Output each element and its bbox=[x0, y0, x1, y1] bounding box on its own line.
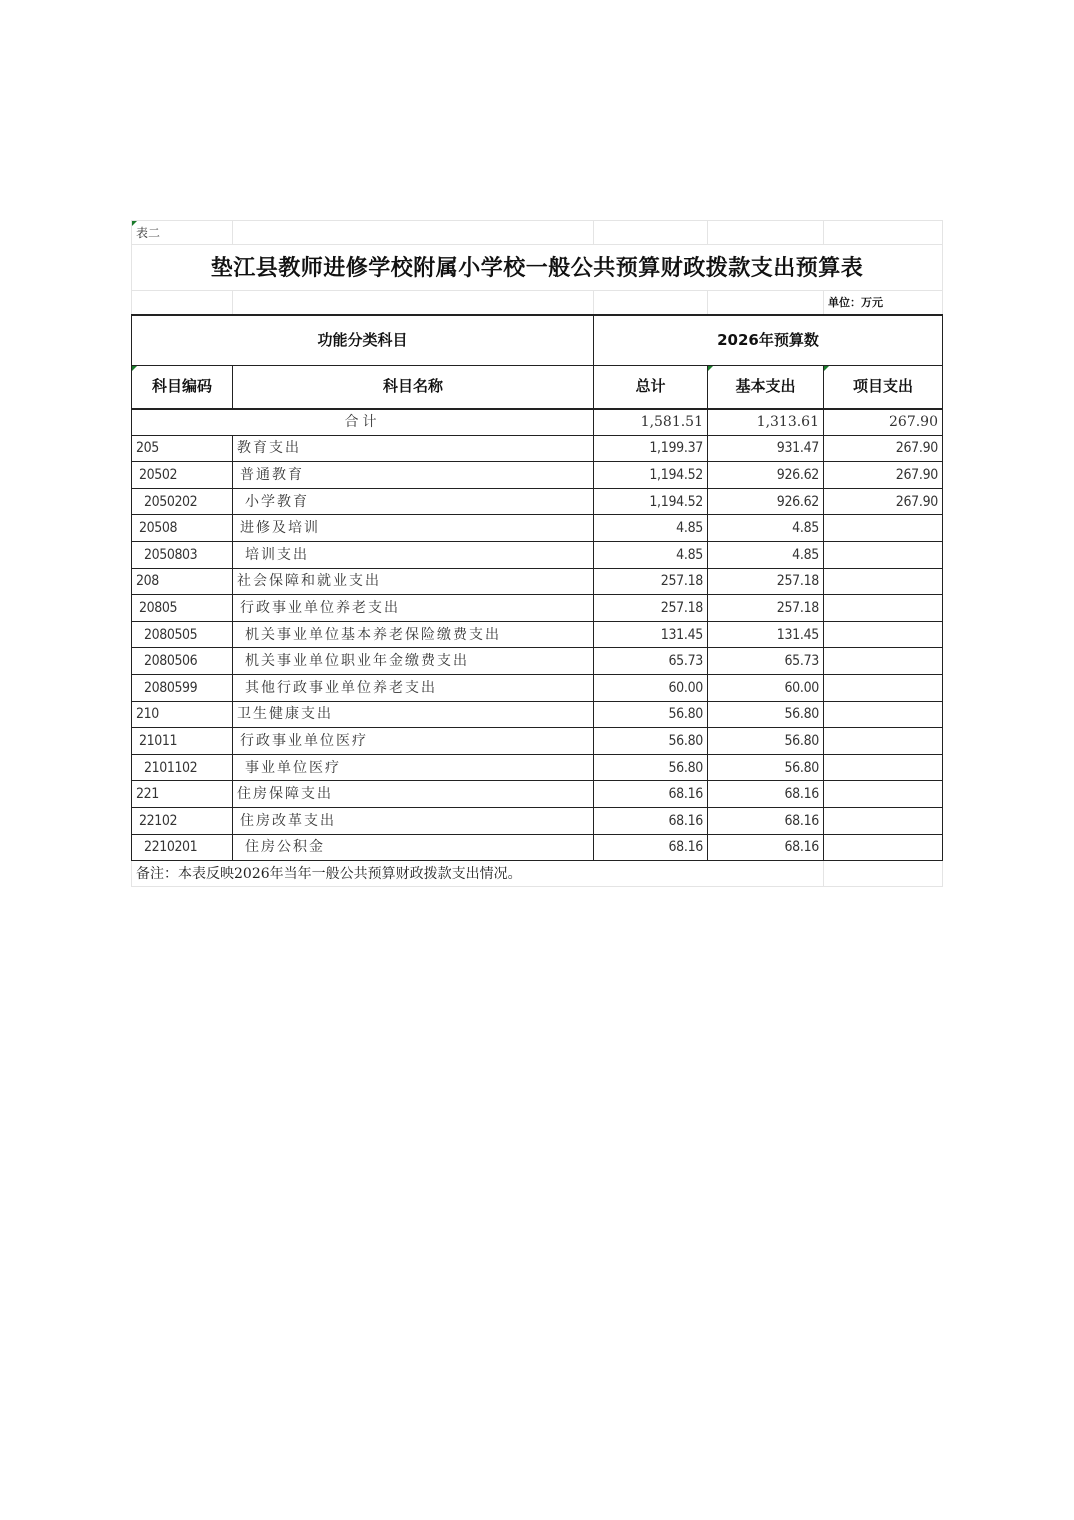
row-name: 事业单位医疗 bbox=[233, 754, 594, 781]
row-basic: 257.18 bbox=[708, 568, 824, 595]
row-total: 68.16 bbox=[594, 807, 708, 834]
row-basic: 926.62 bbox=[708, 462, 824, 489]
row-basic: 65.73 bbox=[708, 648, 824, 675]
row-basic: 257.18 bbox=[708, 595, 824, 622]
table-row bbox=[132, 807, 943, 834]
row-total: 60.00 bbox=[594, 674, 708, 701]
row-project: 267.90 bbox=[824, 435, 943, 462]
row-project bbox=[824, 834, 943, 861]
header-code: 科目编码 bbox=[132, 366, 233, 409]
table-row bbox=[132, 648, 943, 675]
header-row-columns bbox=[132, 366, 943, 409]
row-code: 2050803 bbox=[132, 541, 233, 568]
row-basic: 56.80 bbox=[708, 728, 824, 755]
header-basic: 基本支出 bbox=[708, 366, 824, 409]
row-name: 行政事业单位养老支出 bbox=[233, 595, 594, 622]
row-basic: 131.45 bbox=[708, 621, 824, 648]
row-code: 2050202 bbox=[132, 488, 233, 515]
row-code: 205 bbox=[132, 435, 233, 462]
row-name: 机关事业单位职业年金缴费支出 bbox=[233, 648, 594, 675]
row-project bbox=[824, 621, 943, 648]
table-row bbox=[132, 568, 943, 595]
total-row bbox=[132, 409, 943, 436]
row-name: 进修及培训 bbox=[233, 515, 594, 542]
row-total: 1,194.52 bbox=[594, 488, 708, 515]
row-basic: 4.85 bbox=[708, 541, 824, 568]
row-total: 68.16 bbox=[594, 834, 708, 861]
row-name: 普通教育 bbox=[233, 462, 594, 489]
row-project: 267.90 bbox=[824, 488, 943, 515]
row-name: 小学教育 bbox=[233, 488, 594, 515]
header-name: 科目名称 bbox=[233, 366, 594, 409]
row-basic: 926.62 bbox=[708, 488, 824, 515]
row-code: 21011 bbox=[132, 728, 233, 755]
footnote-row bbox=[132, 861, 943, 887]
row-basic: 4.85 bbox=[708, 515, 824, 542]
row-project bbox=[824, 515, 943, 542]
header-budget-year: 2026年预算数 bbox=[594, 315, 943, 366]
row-project bbox=[824, 728, 943, 755]
row-total: 65.73 bbox=[594, 648, 708, 675]
row-code: 20508 bbox=[132, 515, 233, 542]
row-basic: 68.16 bbox=[708, 781, 824, 808]
table-label: 表二 bbox=[132, 221, 233, 245]
row-project bbox=[824, 807, 943, 834]
table-row bbox=[132, 435, 943, 462]
table-row bbox=[132, 595, 943, 622]
row-total: 1,199.37 bbox=[594, 435, 708, 462]
row-code: 2080599 bbox=[132, 674, 233, 701]
footnote: 备注：本表反映2026年当年一般公共预算财政拨款支出情况。 bbox=[132, 861, 824, 887]
page-title: 垫江县教师进修学校附属小学校一般公共预算财政拨款支出预算表 bbox=[132, 245, 943, 291]
row-total: 257.18 bbox=[594, 568, 708, 595]
row-name: 住房改革支出 bbox=[233, 807, 594, 834]
row-total: 131.45 bbox=[594, 621, 708, 648]
row-name: 卫生健康支出 bbox=[233, 701, 594, 728]
total-basic: 1,313.61 bbox=[708, 409, 824, 436]
row-name: 其他行政事业单位养老支出 bbox=[233, 674, 594, 701]
row-code: 20805 bbox=[132, 595, 233, 622]
table-row bbox=[132, 515, 943, 542]
row-total: 4.85 bbox=[594, 515, 708, 542]
header-project: 项目支出 bbox=[824, 366, 943, 409]
row-total: 1,194.52 bbox=[594, 462, 708, 489]
row-total: 56.80 bbox=[594, 728, 708, 755]
row-total: 257.18 bbox=[594, 595, 708, 622]
table-row bbox=[132, 781, 943, 808]
header-functional-category: 功能分类科目 bbox=[132, 315, 594, 366]
table-row bbox=[132, 462, 943, 489]
row-total: 68.16 bbox=[594, 781, 708, 808]
row-basic: 56.80 bbox=[708, 701, 824, 728]
row-project bbox=[824, 781, 943, 808]
table-row bbox=[132, 701, 943, 728]
row-basic: 60.00 bbox=[708, 674, 824, 701]
row-code: 2080505 bbox=[132, 621, 233, 648]
table-row bbox=[132, 728, 943, 755]
row-code: 2101102 bbox=[132, 754, 233, 781]
row-project bbox=[824, 754, 943, 781]
row-name: 行政事业单位医疗 bbox=[233, 728, 594, 755]
row-project bbox=[824, 701, 943, 728]
table-row bbox=[132, 754, 943, 781]
row-name: 培训支出 bbox=[233, 541, 594, 568]
row-name: 社会保障和就业支出 bbox=[233, 568, 594, 595]
row-total: 56.80 bbox=[594, 701, 708, 728]
row-code: 20502 bbox=[132, 462, 233, 489]
row-name: 教育支出 bbox=[233, 435, 594, 462]
row-project bbox=[824, 595, 943, 622]
row-project: 267.90 bbox=[824, 462, 943, 489]
header-row-group bbox=[132, 315, 943, 366]
row-code: 22102 bbox=[132, 807, 233, 834]
row-code: 210 bbox=[132, 701, 233, 728]
table-row bbox=[132, 674, 943, 701]
row-code: 221 bbox=[132, 781, 233, 808]
table-row bbox=[132, 541, 943, 568]
total-project: 267.90 bbox=[824, 409, 943, 436]
row-name: 住房保障支出 bbox=[233, 781, 594, 808]
unit-row bbox=[132, 291, 943, 315]
row-code: 2210201 bbox=[132, 834, 233, 861]
label-row bbox=[132, 221, 943, 245]
row-project bbox=[824, 674, 943, 701]
data-rows bbox=[132, 435, 943, 861]
header-total: 总计 bbox=[594, 366, 708, 409]
row-project bbox=[824, 568, 943, 595]
budget-sheet bbox=[131, 220, 942, 887]
budget-table bbox=[131, 220, 943, 887]
row-name: 机关事业单位基本养老保险缴费支出 bbox=[233, 621, 594, 648]
table-row bbox=[132, 834, 943, 861]
row-total: 4.85 bbox=[594, 541, 708, 568]
row-total: 56.80 bbox=[594, 754, 708, 781]
row-code: 208 bbox=[132, 568, 233, 595]
row-project bbox=[824, 541, 943, 568]
total-sum: 1,581.51 bbox=[594, 409, 708, 436]
row-name: 住房公积金 bbox=[233, 834, 594, 861]
row-basic: 68.16 bbox=[708, 834, 824, 861]
row-code: 2080506 bbox=[132, 648, 233, 675]
row-basic: 56.80 bbox=[708, 754, 824, 781]
table-row bbox=[132, 621, 943, 648]
total-label: 合计 bbox=[132, 409, 594, 436]
row-basic: 931.47 bbox=[708, 435, 824, 462]
row-basic: 68.16 bbox=[708, 807, 824, 834]
title-row bbox=[132, 245, 943, 291]
unit-label: 单位：万元 bbox=[824, 291, 943, 315]
row-project bbox=[824, 648, 943, 675]
table-row bbox=[132, 488, 943, 515]
